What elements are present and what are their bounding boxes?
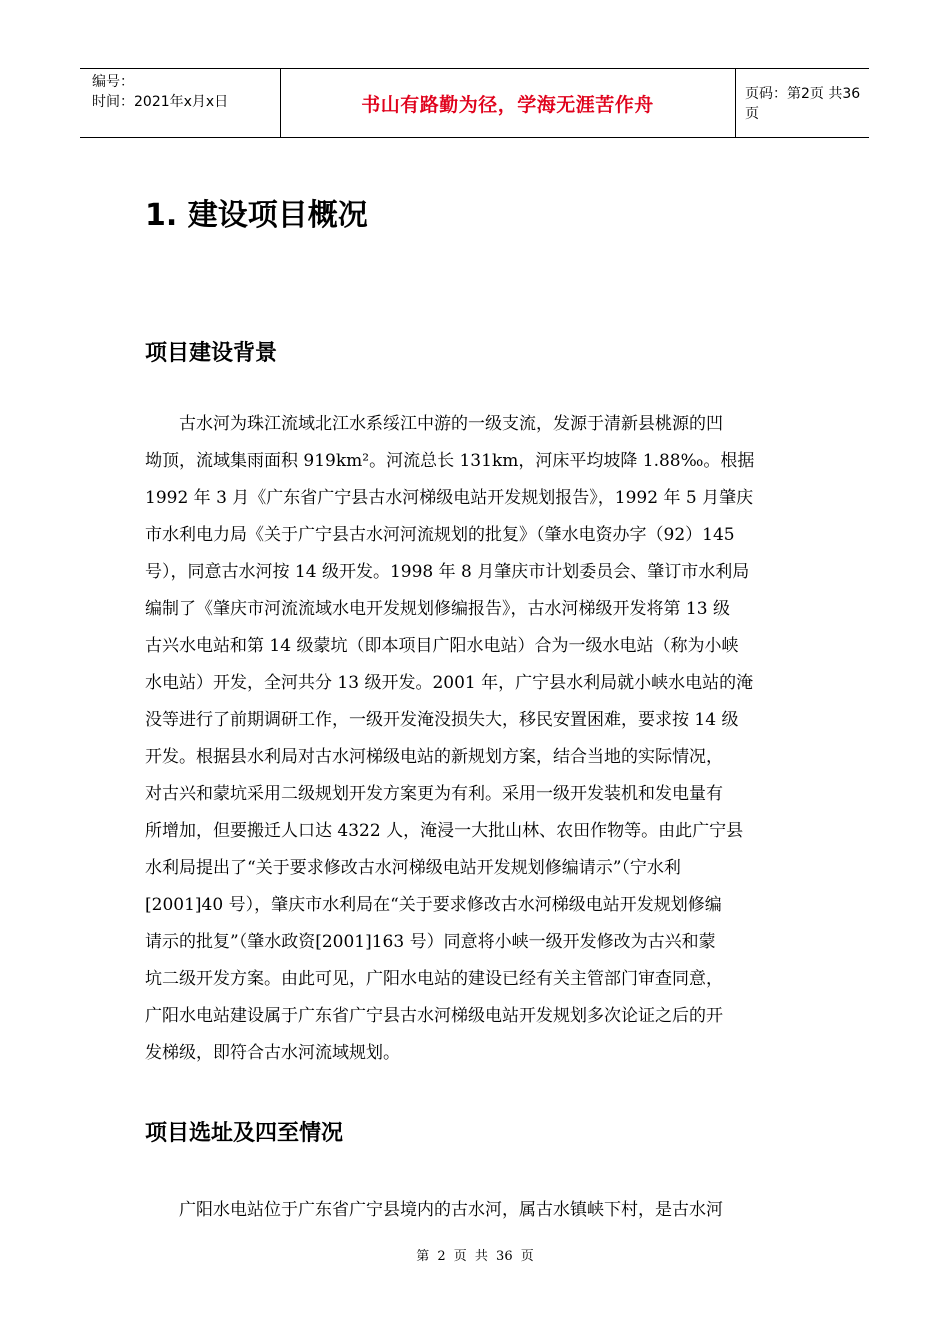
body-line: [2001]40 号），肇庆市水利局在“关于要求修改古水河梯级电站开发规划修编 [145, 895, 722, 915]
body-line: 对古兴和蒙坑采用二级规划开发方案更为有利。采用一级开发装机和发电量有 [145, 784, 723, 804]
body-line: 水利局提出了“关于要求修改古水河梯级电站开发规划修编请示”（宁水利 [145, 858, 681, 878]
section-heading-site: 项目选址及四至情况 [145, 1121, 344, 1146]
body-line: 广阳水电站位于广东省广宁县境内的古水河，属古水镇峡下村，是古水河 [145, 1200, 723, 1220]
header-meta [80, 69, 281, 137]
chapter-title: 1. 建设项目概况 [145, 198, 368, 233]
body-line: 发梯级，即符合古水河流域规划。 [145, 1043, 400, 1063]
header-motto: 书山有路勤为径，学海无涯苦作舟 [361, 93, 654, 116]
header-page-info: 页码：第2页 共36页 [745, 86, 861, 122]
page-header [80, 68, 869, 138]
body-line: 水电站）开发，全河共分 13 级开发。2001 年，广宁县水利局就小峡水电站的淹 [145, 673, 754, 693]
body-line: 市水利电力局《关于广宁县古水河河流规划的批复》（肇水电资办字（92）145 [145, 525, 735, 545]
doc-number-label: 编号： [92, 74, 134, 90]
body-line: 号），同意古水河按 14 级开发。1998 年 8 月肇庆市计划委员会、肇订市水利局 [145, 562, 750, 582]
body-line: 广阳水电站建设属于广东省广宁县古水河梯级电站开发规划多次论证之后的开 [145, 1006, 723, 1026]
section-heading-background: 项目建设背景 [145, 341, 278, 366]
section-body-background [145, 406, 825, 1072]
body-line: 请示的批复”（肇水政资[2001]163 号）同意将小峡一级开发修改为古兴和蒙 [145, 932, 716, 952]
body-line: 坑二级开发方案。由此可见，广阳水电站的建设已经有关主管部门审查同意， [145, 969, 723, 989]
header-motto-cell [280, 69, 736, 137]
body-line: 开发。根据县水利局对古水河梯级电站的新规划方案，结合当地的实际情况， [145, 747, 723, 767]
body-line: 1992 年 3 月《广东省广宁县古水河梯级电站开发规划报告》，1992 年 5 月肇庆 [145, 488, 754, 508]
body-line: 所增加，但要搬迁人口达 4322 人，淹浸一大批山林、农田作物等。由此广宁县 [145, 821, 744, 841]
body-line: 古水河为珠江流域北江水系绥江中游的一级支流，发源于清新县桃源的凹 [145, 414, 723, 434]
body-line: 坳顶，流域集雨面积 919km²。河流总长 131km，河床平均坡降 1.88‰。根据 [145, 451, 755, 471]
body-line: 编制了《肇庆市河流流域水电开发规划修编报告》，古水河梯级开发将第 13 级 [145, 599, 730, 619]
body-line: 古兴水电站和第 14 级蒙坑（即本项目广阳水电站）合为一级水电站（称为小峡 [145, 636, 739, 656]
doc-date-label: 时间：2021年x月x日 [92, 94, 229, 110]
body-line: 没等进行了前期调研工作，一级开发淹没损失大，移民安置困难，要求按 14 级 [145, 710, 739, 730]
section-body-site [145, 1192, 825, 1229]
page-footer: 第 2 页 共 36 页 [416, 1249, 534, 1264]
